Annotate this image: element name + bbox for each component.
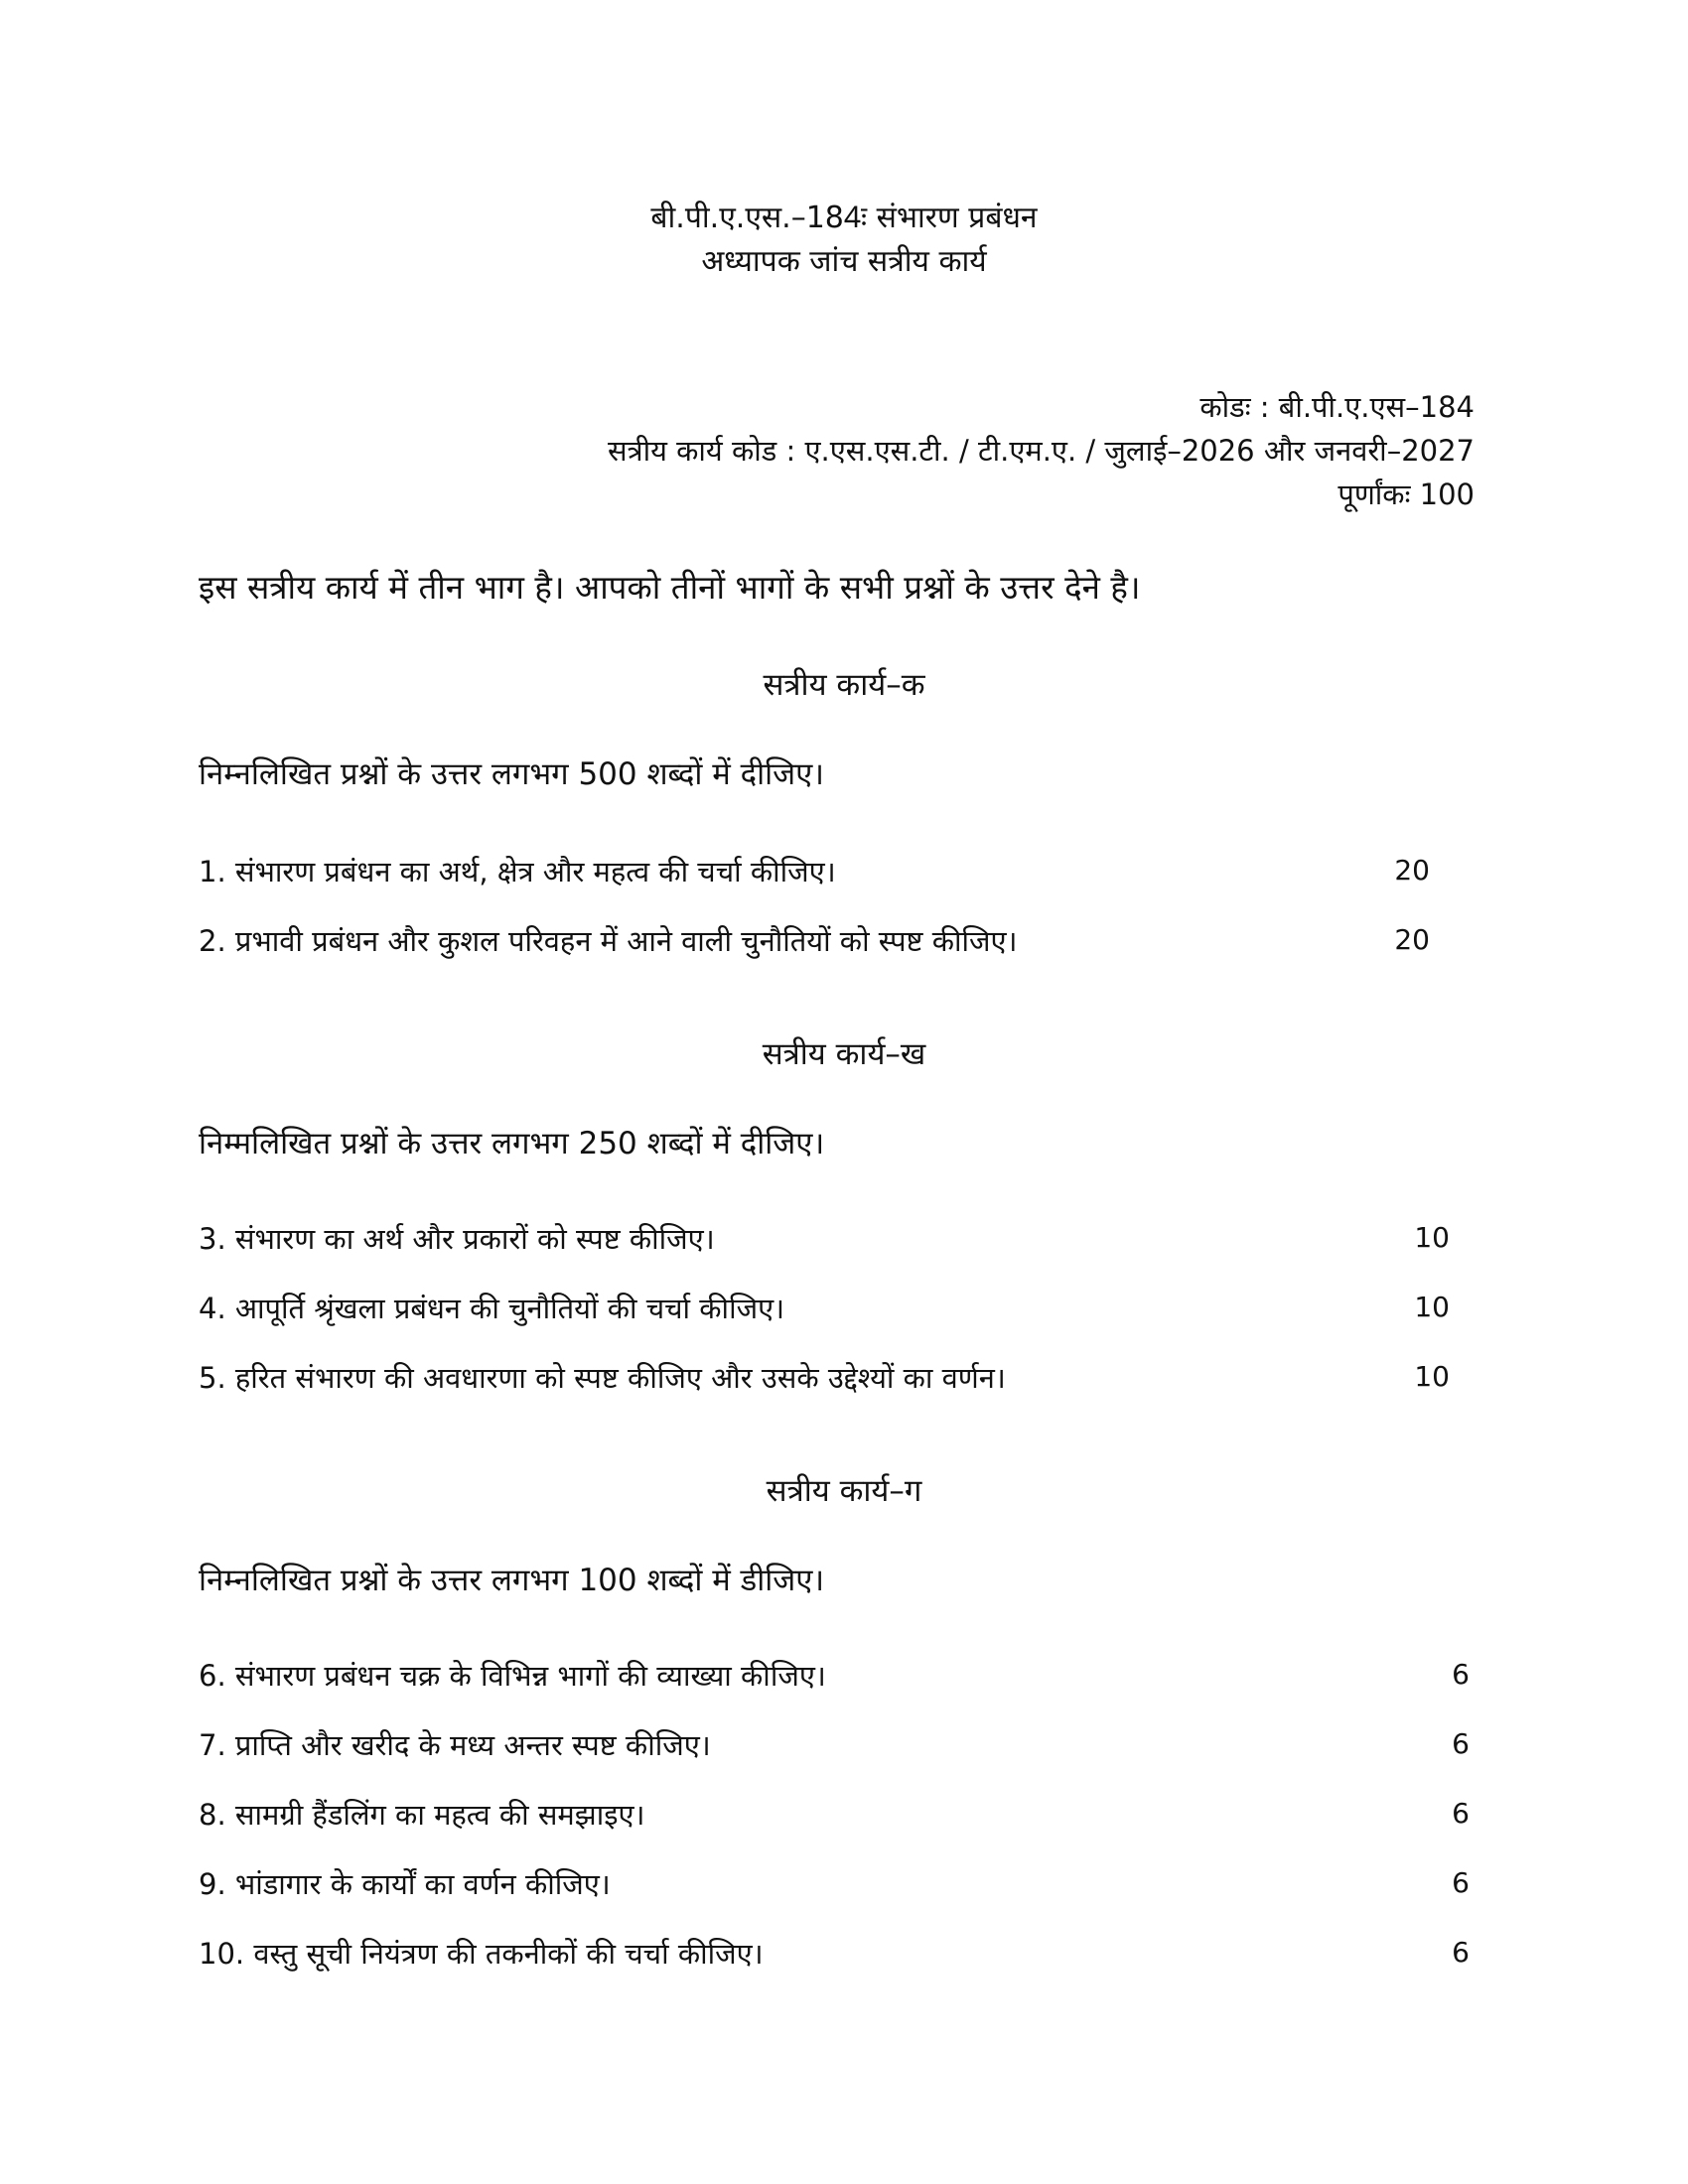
section-heading-a: सत्रीय कार्य–क [763, 667, 925, 703]
question-item: 8. सामग्री हैंडलिंग का महत्व की समझाइए। [199, 1798, 645, 1832]
max-marks: पूर्णांकः 100 [1337, 478, 1475, 511]
question-item: 10. वस्तु सूची नियंत्रण की तकनीकों की चर्चा कीजिए। [199, 1937, 764, 1971]
question-marks: 6 [1452, 1727, 1470, 1760]
section-instruction-c: निम्नलिखित प्रश्नों के उत्तर लगभग 100 शब्दों में डीजिए। [199, 1563, 825, 1598]
intro-text: इस सत्रीय कार्य में तीन भाग है। आपको तीनों भागों के सभी प्रश्नों के उत्तर देने है। [199, 568, 1141, 607]
question-marks: 6 [1452, 1936, 1470, 1969]
question-item: 1. संभारण प्रबंधन का अर्थ, क्षेत्र और महत्व की चर्चा कीजिए। [199, 855, 836, 888]
question-marks: 10 [1414, 1221, 1450, 1254]
question-marks: 6 [1452, 1866, 1470, 1899]
question-marks: 6 [1452, 1658, 1470, 1691]
question-marks: 10 [1414, 1360, 1450, 1393]
question-item: 2. प्रभावी प्रबंधन और कुशल परिवहन में आने वाली चुनौतियों को स्पष्ट कीजिए। [199, 924, 1018, 958]
assignment-subtitle: अध्यापक जांच सत्रीय कार्य [701, 244, 987, 279]
question-item: 4. आपूर्ति श्रृंखला प्रबंधन की चुनौतियों की चर्चा कीजिए। [199, 1292, 785, 1325]
question-item: 7. प्राप्ति और खरीद के मध्य अन्तर स्पष्ट कीजिए। [199, 1728, 711, 1762]
document-header [0, 197, 1688, 284]
question-marks: 6 [1452, 1797, 1470, 1830]
question-item: 9. भांडागार के कार्यों का वर्णन कीजिए। [199, 1867, 611, 1901]
question-marks: 20 [1394, 854, 1430, 887]
question-item: 3. संभारण का अर्थ और प्रकारों को स्पष्ट कीजिए। [199, 1222, 715, 1256]
section-heading-b: सत्रीय कार्य–ख [762, 1036, 926, 1072]
question-marks: 10 [1414, 1291, 1450, 1323]
assignment-code: सत्रीय कार्य कोड : ए.एस.एस.टी. / टी.एम.ए. / जुलाई–2026 और जनवरी–2027 [607, 434, 1475, 468]
question-item: 5. हरित संभारण की अवधारणा को स्पष्ट कीजिए और उसके उद्देश्यों का वर्णन। [199, 1361, 1006, 1395]
question-marks: 20 [1394, 923, 1430, 956]
question-item: 6. संभारण प्रबंधन चक्र के विभिन्न भागों की व्याख्या कीजिए। [199, 1659, 826, 1693]
assignment-meta [608, 385, 1475, 516]
course-code: कोडः : बी.पी.ए.एस–184 [1199, 390, 1475, 424]
course-title: बी.पी.ए.एस.–184ः संभारण प्रबंधन [650, 201, 1038, 235]
section-heading-c: सत्रीय कार्य–ग [766, 1473, 922, 1509]
section-instruction-b: निम्मलिखित प्रश्नों के उत्तर लगभग 250 शब्दों में दीजिए। [199, 1126, 825, 1161]
section-instruction-a: निम्नलिखित प्रश्नों के उत्तर लगभग 500 शब्दों में दीजिए। [199, 756, 825, 792]
